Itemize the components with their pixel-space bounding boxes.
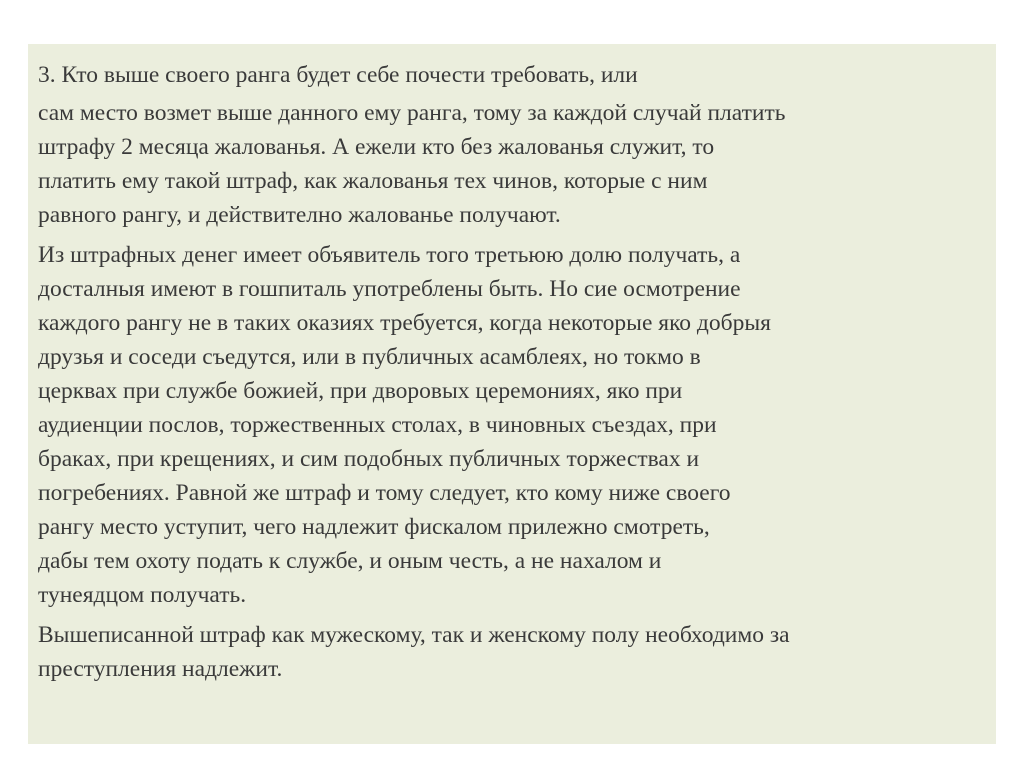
slide-background [28, 44, 996, 744]
text-line: погребениях. Равной же штраф и тому следует, кто кому ниже своего [38, 480, 731, 506]
text-line: браках, при крещениях, и сим подобных публичных торжествах и [38, 446, 700, 472]
text-line: аудиенции послов, торжественных столах, в чиновных съездах, при [38, 412, 717, 438]
text-line: рангу место уступит, чего надлежит фискалом прилежно смотреть, [38, 514, 710, 540]
text-line: сам место возмет выше данного ему ранга, тому за каждой случай платить [38, 100, 786, 126]
text-line: досталныя имеют в гошпиталь употреблены быть. Но сие осмотрение [38, 276, 741, 302]
text-line: штрафу 2 месяца жалованья. А ежели кто без жалованья служит, то [38, 134, 715, 160]
text-line: преступления надлежит. [38, 656, 283, 682]
text-line: дабы тем охоту подать к службе, и оным честь, а не нахалом и [38, 548, 662, 574]
text-line: 3. Кто выше своего ранга будет себе почести требовать, или [38, 62, 638, 88]
text-line: равного рангу, и действително жалованье получают. [38, 202, 561, 228]
paragraph-rank-demand [38, 58, 982, 92]
text-line: Из штрафных денег имеет объявитель того третьюю долю получать, а [38, 242, 741, 268]
text-line: церквах при службе божией, при дворовых церемониях, яко при [38, 378, 683, 404]
text-line: тунеядцом получать. [38, 582, 247, 608]
paragraph-gender-scope [38, 618, 982, 686]
text-line: Вышеписанной штраф как мужескому, так и женскому полу необходимо за [38, 622, 790, 648]
paragraph-fine-money [38, 238, 982, 612]
text-line: платить ему такой штраф, как жалованья тех чинов, которые с ним [38, 168, 708, 194]
text-line: каждого рангу не в таких оказиях требуется, когда некоторые яко добрыя [38, 310, 771, 336]
text-line: друзья и соседи съедутся, или в публичных асамблеях, но токмо в [38, 344, 701, 370]
paragraph-penalty [38, 96, 982, 232]
